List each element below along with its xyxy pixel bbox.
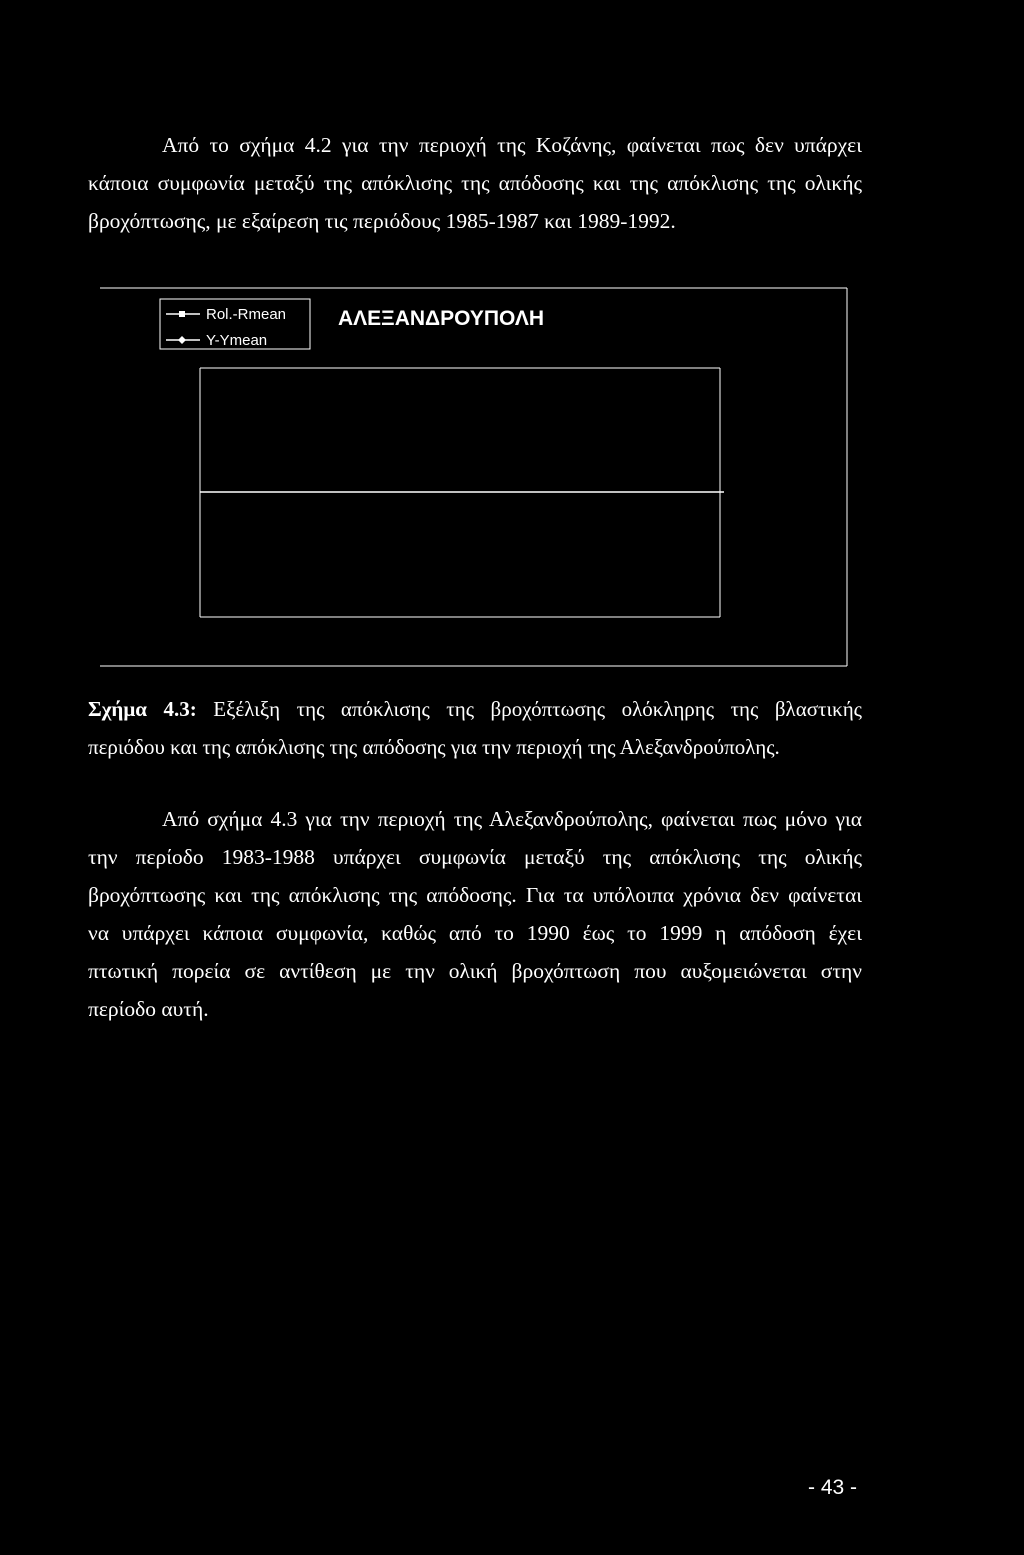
chart-title: ΑΛΕΞΑΝΔΡΟΥΠΟΛΗ (338, 307, 544, 330)
paragraph-line: κάποια συμφωνία μεταξύ της απόκλισης της απόδοσης και της απόκλισης της ολικής (88, 171, 862, 195)
legend-label-1: Rol.-Rmean (206, 306, 287, 323)
paragraph-line: να υπάρχει κάποια συμφωνία, καθώς από το 1990 έως το 1999 η απόδοση έχει (88, 921, 862, 945)
paragraph-line: Από σχήμα 4.3 για την περιοχή της Αλεξανδρούπολης, φαίνεται πως μόνο για (162, 807, 862, 831)
paragraph-line: Από το σχήμα 4.2 για την περιοχή της Κοζάνης, φαίνεται πως δεν υπάρχει (162, 133, 862, 157)
paragraph-line: βροχόπτωσης και της απόκλισης της απόδοσης. Για τα υπόλοιπα χρόνια δεν φαίνεται (88, 883, 862, 907)
caption-text: Εξέλιξη της απόκλισης της βροχόπτωσης ολόκληρης της βλαστικής (196, 697, 862, 721)
square-marker-icon (179, 311, 185, 317)
paragraph-line: περίοδο αυτή. (88, 997, 209, 1021)
plot-area (200, 368, 724, 617)
caption-line: περιόδου και της απόκλισης της απόδοσης για την περιοχή της Αλεξανδρούπολης. (88, 735, 780, 759)
legend-label-2: Y-Ymean (206, 332, 268, 349)
paragraph-analysis (88, 800, 862, 1028)
paragraph-intro (88, 126, 862, 240)
page-number: - 43 - (808, 1476, 858, 1499)
chart-legend (160, 299, 310, 349)
caption-label: Σχήμα 4.3: (88, 697, 197, 721)
chart-svg (100, 287, 848, 667)
diamond-marker-icon (178, 336, 186, 344)
figure-caption (88, 690, 862, 766)
paragraph-line: πτωτική πορεία σε αντίθεση με την ολική βροχόπτωση που αυξομειώνεται στην (88, 959, 862, 983)
chart-figure (100, 287, 848, 667)
paragraph-line: την περίοδο 1983-1988 υπάρχει συμφωνία μεταξύ της απόκλισης της ολικής (88, 845, 862, 869)
paragraph-line: βροχόπτωσης, με εξαίρεση τις περιόδους 1985-1987 και 1989-1992. (88, 209, 676, 233)
